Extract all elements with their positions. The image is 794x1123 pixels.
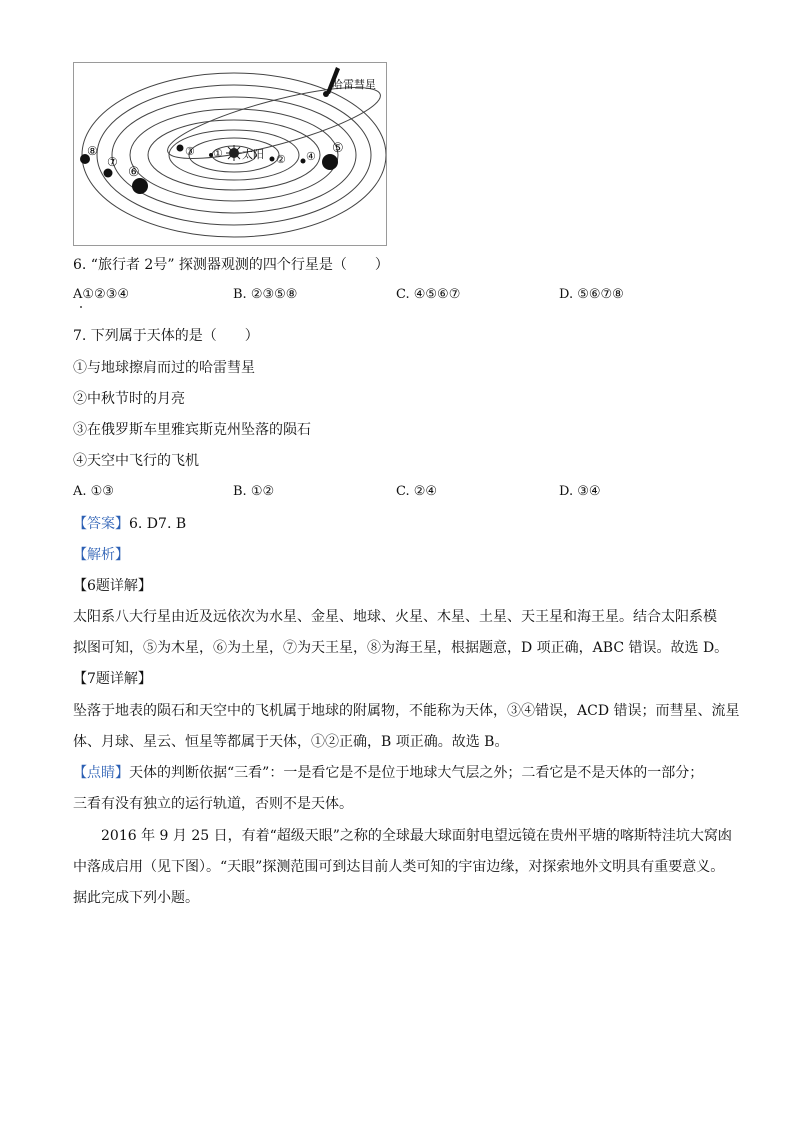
- detail6-line-1: 太阳系八大行星由近及远依次为水星、金星、地球、火星、木星、土星、天王星和海王星。结合太阳系模: [73, 609, 717, 625]
- q6-option-a: A①②③④: [73, 287, 130, 302]
- q7-item-1: ①与地球擦肩而过的哈雷彗星: [73, 360, 255, 376]
- tip-tag: 【点睛】: [73, 765, 129, 781]
- planet-label-3: ③: [185, 145, 195, 158]
- comet-head: [323, 91, 329, 97]
- q7-option-c: C. ②④: [396, 484, 438, 499]
- planet-label-8: ⑧: [87, 144, 98, 158]
- planet-mars: [301, 159, 306, 164]
- answer-line: [73, 515, 186, 533]
- planet-jupiter: [322, 154, 338, 170]
- detail7-line-1: 坠落于地表的陨石和天空中的飞机属于地球的附属物，不能称为天体，③④错误，ACD 错误；而彗星、流星: [73, 703, 740, 719]
- planet-label-1: ①: [213, 147, 223, 160]
- q7-item-4: ④天空中飞行的飞机: [73, 453, 199, 469]
- stray-dot: [80, 306, 82, 308]
- tip-line-1: [73, 764, 703, 782]
- q7-option-d: D. ③④: [559, 484, 601, 499]
- q7-item-3: ③在俄罗斯车里雅宾斯克州坠落的陨石: [73, 422, 311, 438]
- planet-label-7: ⑦: [107, 155, 118, 169]
- answer-tag: 【答案】: [73, 516, 129, 532]
- q6-option-c: C. ④⑤⑥⑦: [396, 287, 461, 302]
- q6-option-d: D. ⑤⑥⑦⑧: [559, 287, 624, 302]
- analysis-title: 【解析】: [73, 547, 129, 563]
- comet-label: 哈雷彗星: [332, 78, 376, 91]
- passage-line-3: 据此完成下列小题。: [73, 890, 199, 906]
- planet-uranus: [104, 169, 113, 178]
- q7-option-a: A. ①③: [73, 484, 114, 499]
- planet-label-2: ②: [276, 153, 286, 166]
- planet-venus: [270, 157, 275, 162]
- planet-label-5: ⑤: [332, 141, 344, 156]
- detail7-line-2: 体、月球、星云、恒星等都属于天体，①②正确，B 项正确。故选 B。: [73, 734, 509, 750]
- detail6-title: 【6题详解】: [73, 578, 152, 594]
- sun-label: 太阳: [242, 148, 264, 161]
- q6-option-b: B. ②③⑤⑧: [233, 287, 298, 302]
- passage-line-1: 2016 年 9 月 25 日，有着“超级天眼”之称的全球最大球面射电望远镜在贵州平塘的喀斯特洼坑大窝凼: [73, 828, 732, 844]
- q6-stem: 6. “旅行者 2号” 探测器观测的四个行星是（ ）: [73, 257, 389, 273]
- passage-line-2: 中落成启用（见下图）。“天眼”探测范围可到达目前人类可知的宇宙边缘，对探索地外文明具有重要意义。: [73, 859, 725, 875]
- planet-label-4: ④: [306, 150, 316, 163]
- tip-text-1: 天体的判断依据“三看”：一是看它是不是位于地球大气层之外；二看它是不是天体的一部分；: [129, 765, 704, 781]
- detail7-title: 【7题详解】: [73, 671, 152, 687]
- detail6-line-2: 拟图可知，⑤为木星，⑥为土星，⑦为天王星，⑧为海王星，根据题意，D 项正确，ABC 错误。故选 D。: [73, 640, 729, 656]
- planet-earth: [177, 145, 184, 152]
- planet-label-6: ⑥: [128, 165, 140, 180]
- planet-saturn: [132, 178, 148, 194]
- q7-stem: 7. 下列属于天体的是（ ）: [73, 328, 259, 344]
- q7-item-2: ②中秋节时的月亮: [73, 391, 185, 407]
- solar-system-figure: [73, 62, 387, 246]
- tip-line-2: 三看有没有独立的运行轨道，否则不是天体。: [73, 796, 353, 812]
- answer-text: 6. D7. B: [129, 516, 187, 532]
- q7-option-b: B. ①②: [233, 484, 275, 499]
- solar-system-diagram: [74, 63, 386, 245]
